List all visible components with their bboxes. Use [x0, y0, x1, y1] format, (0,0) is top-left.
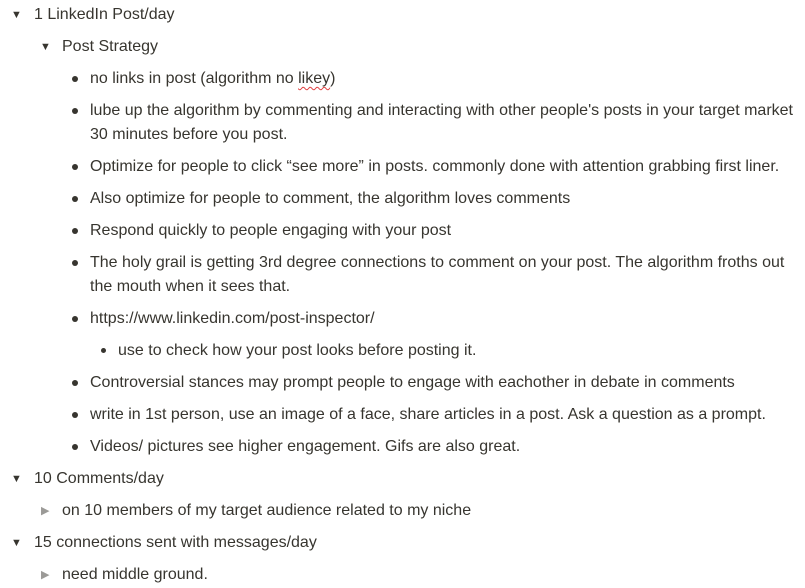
- toggle-connections-child: need middle ground.: [62, 566, 208, 583]
- toggle-linkedin-post: 1 LinkedIn Post/day: [34, 6, 175, 23]
- bullet-icon: [72, 196, 78, 202]
- list-item: Optimize for people to click “see more” in posts. commonly done with attention grabbing first liner.: [90, 158, 780, 175]
- misspelled-word[interactable]: likey: [298, 70, 331, 87]
- toggle-expanded-icon[interactable]: ▼: [40, 41, 51, 53]
- bullet-icon: [72, 260, 78, 266]
- list-item: [90, 67, 335, 91]
- list-item: Videos/ pictures see higher engagement. Gifs are also great.: [90, 438, 521, 455]
- list-item: Controversial stances may prompt people to engage with eachother in debate in comments: [90, 374, 735, 391]
- list-item: lube up the algorithm by commenting and interacting with other people's posts in your target market 30 minutes before you post.: [90, 102, 793, 143]
- toggle-collapsed-icon[interactable]: ▶: [41, 505, 50, 517]
- bullet-icon: [72, 380, 78, 386]
- toggle-expanded-icon[interactable]: ▼: [11, 9, 22, 21]
- list-item: Also optimize for people to comment, the algorithm loves comments: [90, 190, 571, 207]
- list-item: The holy grail is getting 3rd degree connections to comment on your post. The algorithm froths out the mouth when it sees that.: [90, 254, 785, 295]
- list-item-text: no links in post (algorithm no: [90, 70, 299, 87]
- toggle-expanded-icon[interactable]: ▼: [11, 537, 22, 549]
- toggle-connections: 15 connections sent with messages/day: [34, 534, 317, 551]
- bullet-icon: [72, 316, 78, 322]
- bullet-icon: [72, 444, 78, 450]
- bullet-icon: [72, 412, 78, 418]
- toggle-expanded-icon[interactable]: ▼: [11, 473, 22, 485]
- bullet-icon: [72, 228, 78, 234]
- toggle-comments: 10 Comments/day: [34, 470, 164, 487]
- toggle-comments-child: on 10 members of my target audience related to my niche: [62, 502, 472, 519]
- bullet-icon: [101, 348, 106, 353]
- bullet-icon: [72, 164, 78, 170]
- list-item: Respond quickly to people engaging with your post: [90, 222, 452, 239]
- list-item-text-end: ): [330, 70, 336, 87]
- list-item-link[interactable]: https://www.linkedin.com/post-inspector/: [90, 310, 375, 327]
- bullet-icon: [72, 108, 78, 114]
- list-item: write in 1st person, use an image of a face, share articles in a post. Ask a question as a prompt.: [90, 406, 766, 423]
- toggle-post-strategy: Post Strategy: [62, 38, 159, 55]
- bullet-icon: [72, 76, 78, 82]
- list-item: use to check how your post looks before posting it.: [118, 342, 477, 359]
- toggle-collapsed-icon[interactable]: ▶: [41, 569, 50, 581]
